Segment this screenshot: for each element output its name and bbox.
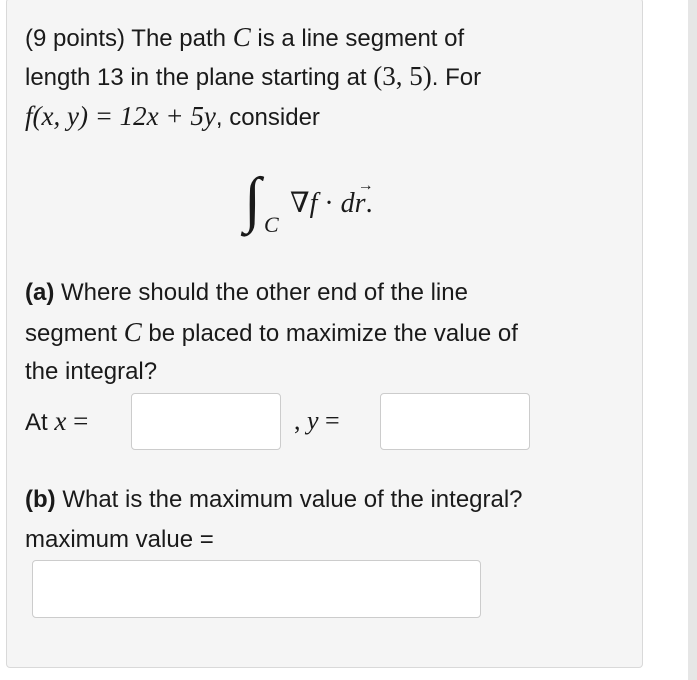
y-answer-label (294, 406, 340, 436)
part-a-question: the integral? (25, 358, 158, 385)
problem-line-2 (25, 61, 481, 93)
y-answer-input[interactable] (380, 393, 530, 450)
part-a-label: (a) (25, 279, 55, 306)
problem-text: (9 points) The path (25, 25, 233, 52)
nabla-symbol: ∇ (290, 188, 310, 219)
x-answer-input[interactable] (131, 393, 281, 450)
x-variable: x (54, 406, 67, 436)
problem-line-1 (25, 22, 464, 54)
problem-text: is a line segment of (250, 25, 465, 52)
part-b-line-1 (25, 485, 523, 515)
part-a-question: be placed to maximize the value of (141, 320, 518, 347)
part-a-line-1 (25, 278, 468, 308)
y-variable: y (307, 406, 319, 435)
part-a-line-3 (25, 357, 157, 387)
path-variable: C (123, 317, 142, 347)
equals-sign: = (318, 406, 340, 435)
period: . (365, 188, 373, 219)
integral-sign: ∫ (244, 166, 261, 234)
x-answer-label (25, 406, 88, 438)
part-b-label: (b) (25, 486, 56, 513)
integrand-f: f (309, 188, 318, 219)
line-integral-formula (244, 160, 444, 250)
problem-text: length 13 in the plane starting at (25, 64, 374, 91)
problem-line-3 (25, 101, 320, 133)
problem-text: , consider (215, 104, 320, 131)
scroll-gutter (688, 0, 697, 680)
at-label: At (25, 409, 55, 436)
comma: , (294, 406, 307, 435)
function-definition: f(x, y) = 12x + 5y (25, 101, 216, 131)
part-a-question: segment (25, 320, 124, 347)
vector-arrow: → (357, 177, 374, 194)
part-a-question: Where should the other end of the line (54, 279, 468, 306)
integral-subscript: C (264, 212, 279, 237)
equals-sign: = (66, 406, 89, 436)
maximum-value-input[interactable] (32, 560, 481, 618)
problem-text: . For (431, 64, 482, 91)
start-point: (3, 5) (373, 61, 432, 91)
part-b-question: What is the maximum value of the integral? (55, 486, 523, 513)
maximum-value-label (25, 525, 214, 555)
dot-product-symbol: · (317, 188, 341, 219)
part-a-line-2 (25, 317, 518, 349)
integrand (290, 177, 374, 220)
maximum-value-text: maximum value = (25, 526, 214, 553)
position-vector-r: r (354, 188, 366, 219)
path-variable: C (232, 22, 251, 52)
differential-d: d (340, 188, 355, 219)
